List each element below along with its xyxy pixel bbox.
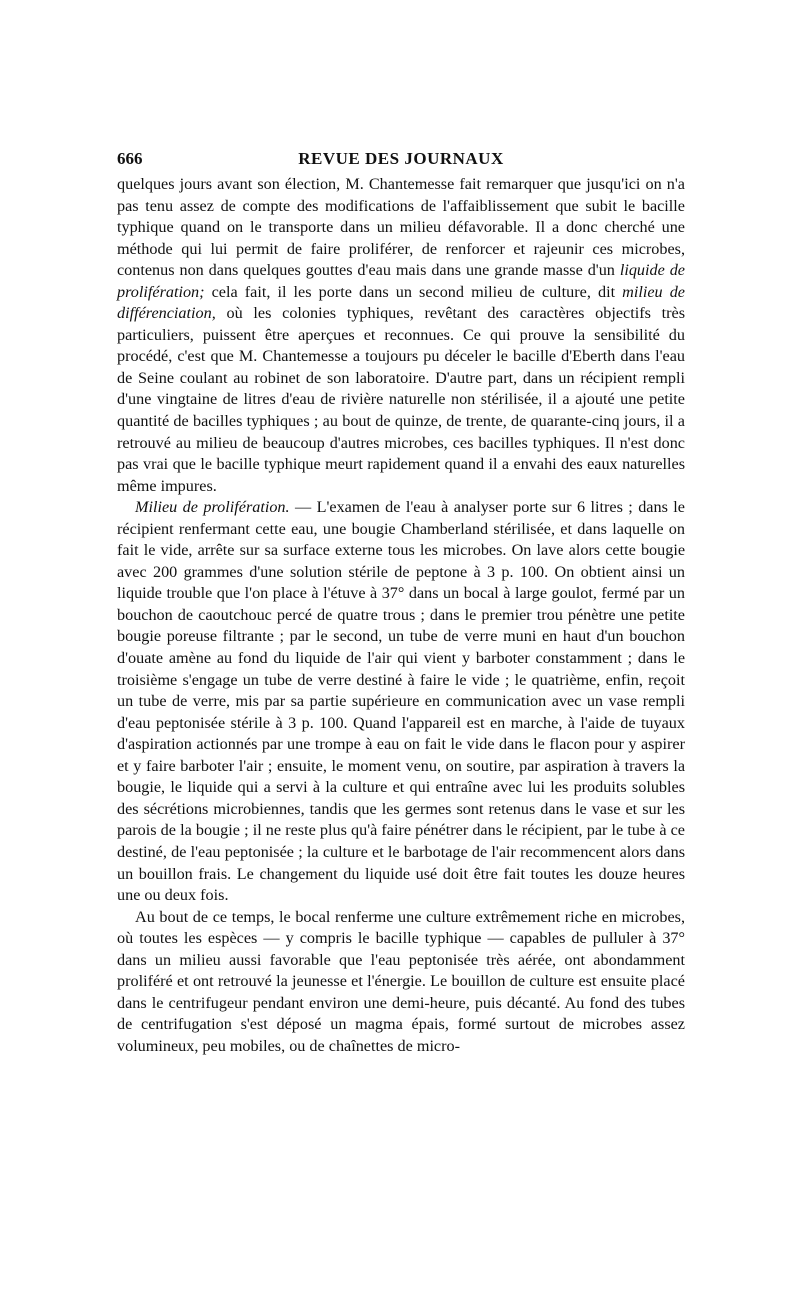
section-heading-milieu-de-proliferation: Milieu de prolifération.: [135, 498, 290, 517]
paragraph-1-italic-term-differenciation: milieu de différenciation,: [117, 282, 685, 323]
paragraph-2: [117, 497, 685, 906]
paragraph-1-text-3: où les colonies typhiques, revêtant des caractères objectifs très particuliers, puissent être aperçues et reconnues. Ce qui prouve la sensibilité du procédé, c'est que M. Chantemesse a toujours pu déceler le bacille d'Eberth dans l'eau de Seine coulant au robinet de son laboratoire. D'autre part, dans un récipient rempli d'une vingtaine de litres d'eau de rivière naturelle non stérilisée, il a ajouté une petite quantité de bacilles typhiques ; au bout de quinze, de trente, de quarante-cinq jours, il a retrouvé au milieu de beaucoup d'autres microbes, ces bacilles typhiques. Il n'est donc pas vrai que le bacille typhique meurt rapidement quand il a envahi des eaux naturelles même impures.: [117, 304, 685, 495]
page-header: [117, 144, 685, 174]
document-page: [117, 144, 685, 1057]
running-head: REVUE DES JOURNAUX: [298, 149, 504, 168]
paragraph-3: [117, 907, 685, 1058]
paragraph-1-text: quelques jours avant son élection, M. Chantemesse fait remarquer que jusqu'ici on n'a pas tenu assez de compte des modifications de l'affaiblissement que subit le bacille typhique quand on le transporte dans un milieu défavorable. Il a donc cherché une méthode qui lui permit de faire proliférer, de renforcer et rajeunir ces microbes, contenus non dans quelques gouttes d'eau mais dans une grande masse d'un: [117, 175, 685, 280]
paragraph-2-text: — L'examen de l'eau à analyser porte sur 6 litres ; dans le récipient renfermant cette eau, une bougie Chamberland stérilisée, et dans laquelle on fait le vide, arrête sur sa surface externe tous les microbes. On lave alors cette bougie avec 200 grammes d'une solution stérile de peptone à 3 p. 100. On obtient ainsi un liquide trouble que l'on place à l'étuve à 37° dans un bocal à large goulot, fermé par un bouchon de caoutchouc percé de quatre trous ; dans le premier trou pénètre une petite bougie poreuse filtrante ; par le second, un tube de verre muni en haut d'un bouchon d'ouate amène au fond du liquide de l'air qui vient y barboter constamment ; dans le troisième s'engage un tube de verre destiné à faire le vide ; le quatrième, enfin, reçoit un tube de verre, mis par sa partie supérieure en communication avec un vase rempli d'eau peptonisée stérile à 3 p. 100. Quand l'appareil est en marche, à l'aide de tuyaux d'aspiration actionnés par une trompe à eau on fait le vide dans le flacon pour y aspirer et y faire barboter l'air ; ensuite, le moment venu, on soutire, par aspiration à travers la bougie, le liquide qui a servi à la culture et qui entraîne avec lui les produits solubles des sécrétions microbiennes, tandis que les germes sont retenus dans le vase et sur les parois de la bougie ; il ne reste plus qu'à faire pénétrer dans le récipient, par le tube à ce destiné, de l'eau peptonisée ; la culture et le barbotage de l'air recommencent alors dans un bouillon frais. Le changement du liquide usé doit être fait toutes les douze heures une ou deux fois.: [117, 498, 685, 905]
paragraph-1: [117, 174, 685, 497]
paragraph-1-italic-term-proliferation: liquide de prolifération;: [117, 261, 685, 301]
article-body: [117, 174, 685, 1057]
paragraph-1-text-2: cela fait, il les porte dans un second milieu de culture, dit: [204, 282, 623, 301]
paragraph-3-text: Au bout de ce temps, le bocal renferme une culture extrêmement riche en microbes, où toutes les espèces — y compris le bacille typhique — capables de pulluler à 37° dans un milieu aussi favorable que l'eau peptonisée très aérée, ont abondamment proliféré et ont retrouvé la jeunesse et l'énergie. Le bouillon de culture est ensuite placé dans le centrifugeur pendant environ une demi-heure, puis décanté. Au fond des tubes de centrifugation s'est déposé un magma épais, formé surtout de microbes assez volumineux, peu mobiles, ou de chaînettes de micro-: [117, 907, 685, 1055]
page-number: 666: [117, 149, 143, 168]
